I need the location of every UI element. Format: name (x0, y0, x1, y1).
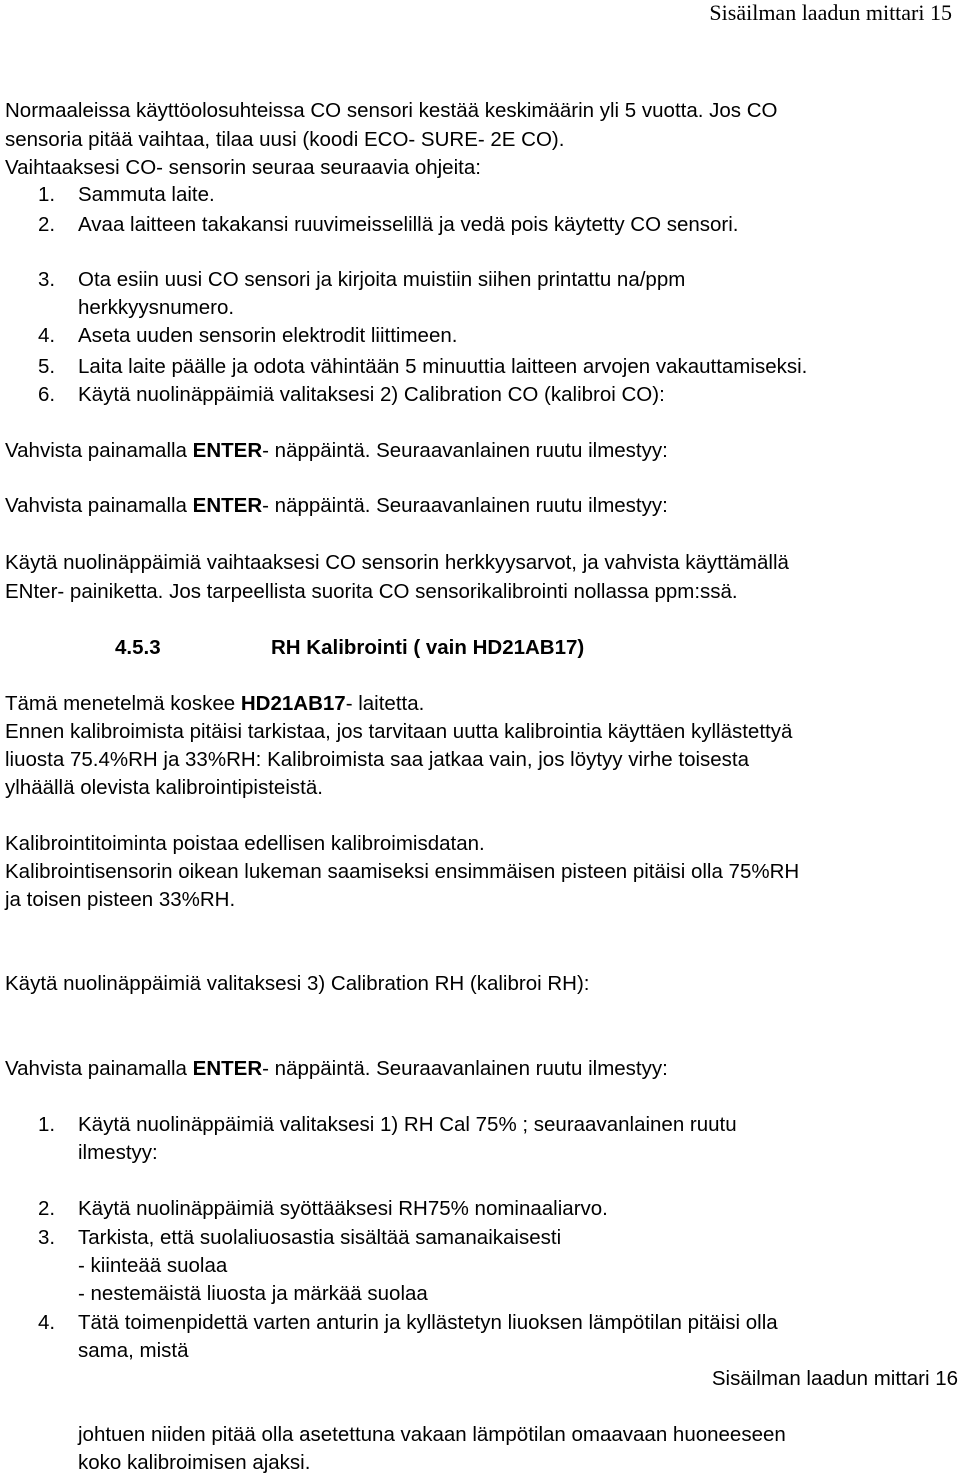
rh-step-number: 3. (38, 1226, 56, 1249)
rh-paragraph-1-line-1: Ennen kalibroimista pitäisi tarkistaa, jos tarvitaan uutta kalibrointia käyttäen kyllästettyä (5, 720, 793, 743)
co-intro-line-1: Normaaleissa käyttöolosuhteissa CO sensori kestää keskimäärin yli 5 vuotta. Jos CO (5, 99, 778, 122)
co-step-number: 1. (38, 183, 56, 206)
rh-paragraph-1-line-2: liuosta 75.4%RH ja 33%RH: Kalibroimista saa jatkaa vain, jos löytyy virhe toisesta (5, 748, 750, 771)
rh-step-subitem: - kiinteää suolaa (78, 1254, 228, 1277)
co-step-text: Ota esiin uusi CO sensori ja kirjoita muistiin siihen printattu na/ppm (78, 268, 686, 291)
section-number: 4.5.3 (115, 636, 161, 659)
co-step-number: 3. (38, 268, 56, 291)
rh-paragraph-1-line-3: ylhäällä olevista kalibrointipisteistä. (5, 776, 323, 799)
page-footer: Sisäilman laadun mittari 16 (711, 1367, 958, 1390)
rh-step-text: Käytä nuolinäppäimiä valitaksesi 1) RH Cal 75% ; seuraavanlainen ruutu (78, 1113, 737, 1136)
model-label: HD21AB17 (240, 692, 346, 715)
rh-step-number: 2. (38, 1197, 56, 1220)
co-step-number: 5. (38, 355, 56, 378)
rh-step-text-continued: sama, mistä (78, 1339, 189, 1362)
co-step-number: 4. (38, 324, 56, 347)
rh-step-text-continued: ilmestyy: (78, 1141, 158, 1164)
co-intro-line-2: sensoria pitää vaihtaa, tilaa uusi (koodi ECO- SURE- 2E CO). (5, 128, 565, 151)
rh-paragraph-3-line-1: Kalibrointisensorin oikean lukeman saamiseksi ensimmäisen pisteen pitäisi olla 75%RH (5, 860, 800, 883)
co-step-text: Avaa laitteen takakansi ruuvimeisselillä ja vedä pois käytetty CO sensori. (78, 213, 739, 236)
co-intro-line-3: Vaihtaaksesi CO- sensorin seuraa seuraavia ohjeita: (5, 156, 481, 179)
co-sensitivity-line-1: Käytä nuolinäppäimiä vaihtaaksesi CO sensorin herkkyysarvot, ja vahvista käyttämällä (5, 551, 789, 574)
co-step-number: 2. (38, 213, 56, 236)
rh-paragraph-2: Kalibrointitoiminta poistaa edellisen kalibroimisdatan. (5, 832, 485, 855)
rh-step-number: 1. (38, 1113, 56, 1136)
enter-key-label: ENTER (192, 439, 263, 462)
enter-key-label: ENTER (192, 494, 263, 517)
co-step-text: Laita laite päälle ja odota vähintään 5 minuuttia laitteen arvojen vakauttamiseksi. (78, 355, 808, 378)
enter-key-label: ENTER (192, 1057, 263, 1080)
co-sensitivity-line-2: ENter- painiketta. Jos tarpeellista suorita CO sensorikalibrointi nollassa ppm:ssä. (5, 580, 738, 603)
rh-step-text: Tarkista, että suolaliuosastia sisältää samanaikaisesti (78, 1226, 562, 1249)
co-step-text: Aseta uuden sensorin elektrodit liittimeen. (78, 324, 458, 347)
co-step-text-continued: herkkyysnumero. (78, 296, 235, 319)
rh-select-instruction: Käytä nuolinäppäimiä valitaksesi 3) Calibration RH (kalibroi RH): (5, 972, 590, 995)
section-title: RH Kalibrointi ( vain HD21AB17) (271, 636, 585, 659)
co-step-number: 6. (38, 383, 56, 406)
rh-step-text: Käytä nuolinäppäimiä syöttääksesi RH75% nominaaliarvo. (78, 1197, 608, 1220)
co-step-text: Sammuta laite. (78, 183, 215, 206)
rh-paragraph-3-line-2: ja toisen pisteen 33%RH. (5, 888, 236, 911)
continuation-line-2: koko kalibroimisen ajaksi. (78, 1451, 311, 1474)
rh-step-text: Tätä toimenpidettä varten anturin ja kyllästetyn liuoksen lämpötilan pitäisi olla (78, 1311, 778, 1334)
rh-step-subitem: - nestemäistä liuosta ja märkää suolaa (78, 1282, 428, 1305)
continuation-line-1: johtuen niiden pitää olla asetettuna vakaan lämpötilan omaavaan huoneeseen (78, 1423, 786, 1446)
confirm-enter-line: Vahvista painamalla ENTER- näppäintä. Seuraavanlainen ruutu ilmestyy: (5, 494, 668, 517)
confirm-enter-line: Vahvista painamalla ENTER- näppäintä. Seuraavanlainen ruutu ilmestyy: (5, 1057, 668, 1080)
running-header: Sisäilman laadun mittari 15 (709, 0, 952, 25)
rh-applies-line: Tämä menetelmä koskee HD21AB17- laitetta. (5, 692, 425, 715)
confirm-enter-line: Vahvista painamalla ENTER- näppäintä. Seuraavanlainen ruutu ilmestyy: (5, 439, 668, 462)
rh-step-number: 4. (38, 1311, 56, 1334)
co-step-text: Käytä nuolinäppäimiä valitaksesi 2) Calibration CO (kalibroi CO): (78, 383, 665, 406)
